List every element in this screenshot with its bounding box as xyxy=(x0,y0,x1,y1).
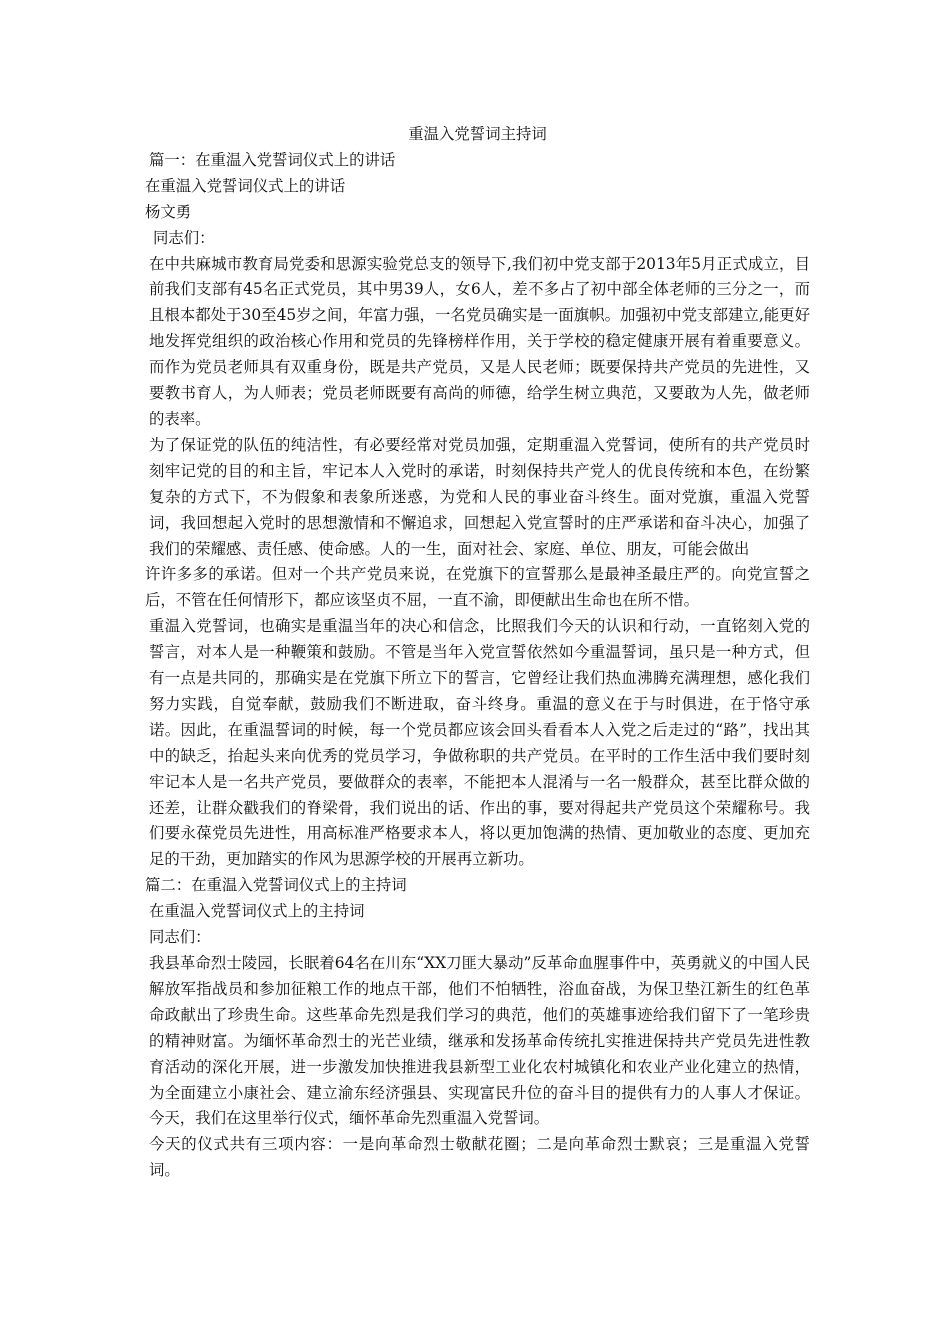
section2-subtitle: 在重温入党誓词仪式上的主持词 xyxy=(149,902,365,921)
section1-salutation: 同志们： xyxy=(153,228,215,247)
document-title: 重温入党誓词主持词 xyxy=(408,125,547,143)
section2-paragraph: 我县革命烈士陵园，长眠着64名在川东“XX刀匪大暴动”反革命血腥事件中，英勇就义的中国人民解放军指战员和参加征粮工作的地点干部，他们不怕牺牲，浴血奋战，为保卫垫江新生的红色革命政献出了珍贵生命。这些革命先烈是我们学习的典范，他们的英雄事迹给我们留下了一笔珍贵的精神财富。为缅怀革命烈士的光芒业绩，继承和发扬革命传统扎实推进保持共产党员先进性教育活动的深化开展，进一步激发加快推进我县新型工业化农村城镇化和农业产业化建立的热情，为全面建立小康社会、建立渝东经济强县、实现富民升位的奋斗目的提供有力的人事人才保证。今天，我们在这里举行仪式，缅怀革命先烈重温入党誓词。 xyxy=(149,954,810,1128)
section1-paragraph: 在中共麻城市教育局党委和思源实验党总支的领导下,我们初中党支部于2013年5月正式成立，目前我们支部有45名正式党员，其中男39人，女6人，差不多占了初中部全体老师的三分之一，而且根本都处于30至45岁之间，年富力强，一名党员确实是一面旗帜。加强初中党支部建立,能更好地发挥党组织的政治核心作用和党员的先锋榜样作用，关于学校的稳定健康开展有着重要意义。而作为党员老师具有双重身份，既是共产党员，又是人民老师；既要保持共产党员的先进性，又要教书育人，为人师表；党员老师既要有高尚的师德，给学生树立典范，又要敢为人先，做老师的表率。 xyxy=(149,254,810,428)
section2-paragraph: 今天的仪式共有三项内容：一是向革命烈士敬献花圈；二是向革命烈士默哀；三是重温入党誓词。 xyxy=(149,1135,810,1180)
section1-author: 杨文勇 xyxy=(145,202,192,221)
section1-paragraph: 许许多多的承诺。但对一个共产党员来说，在党旗下的宣誓那么是最神圣最庄严的。向党宣誓之后，不管在任何情形下，都应该坚贞不屈，一直不渝，即便献出生命也在所不惜。 xyxy=(145,565,810,610)
section2-heading: 篇二：在重温入党誓词仪式上的主持词 xyxy=(145,876,407,895)
section1-paragraph: 重温入党誓词，也确实是重温当年的决心和信念，比照我们今天的认识和行动，一直铭刻入党的誓言，对本人是一种鞭策和鼓励。不管是当年入党宣誓依然如今重温誓词，虽只是一种方式，但有一点是共同的，那确实是在党旗下所立下的誓言，它曾经让我们热血沸腾充满理想，感化我们努力实践，自觉奉献，鼓励我们不断进取，奋斗终身。重温的意义在于与时俱进，在于恪守承诺。因此，在重温誓词的时候，每一个党员都应该会回头看看本人入党之后走过的“路”，找出其中的缺乏，抬起头来向优秀的党员学习，争做称职的共产党员。在平时的工作生活中我们要时刻牢记本人是一名共产党员，要做群众的表率，不能把本人混淆与一名一般群众，甚至比群众做的还差，让群众戳我们的脊梁骨，我们说出的话、作出的事，要对得起共产党员这个荣耀称号。我们要永葆党员先进性，用高标准严格要求本人，将以更加饱满的热情、更加敬业的态度、更加充足的干劲，更加踏实的作风为思源学校的开展再立新功。 xyxy=(149,617,810,869)
section1-paragraph: 为了保证党的队伍的纯洁性，有必要经常对党员加强，定期重温入党誓词，使所有的共产党员时刻牢记党的目的和主旨，牢记本人入党时的承诺，时刻保持共产党人的优良传统和本色，在纷繁复杂的方式下，不为假象和表象所迷惑，为党和人民的事业奋斗终生。面对党旗，重温入党誓词，我回想起入党时的思想激情和不懈追求，回想起入党宣誓时的庄严承诺和奋斗决心，加强了我们的荣耀感、责任感、使命感。人的一生，面对社会、家庭、单位、朋友，可能会做出 xyxy=(149,435,810,558)
section2-salutation: 同志们： xyxy=(149,928,211,947)
section1-heading: 篇一：在重温入党誓词仪式上的讲话 xyxy=(149,150,396,169)
document-body xyxy=(145,122,810,1184)
section1-subtitle: 在重温入党誓词仪式上的讲话 xyxy=(145,176,346,195)
